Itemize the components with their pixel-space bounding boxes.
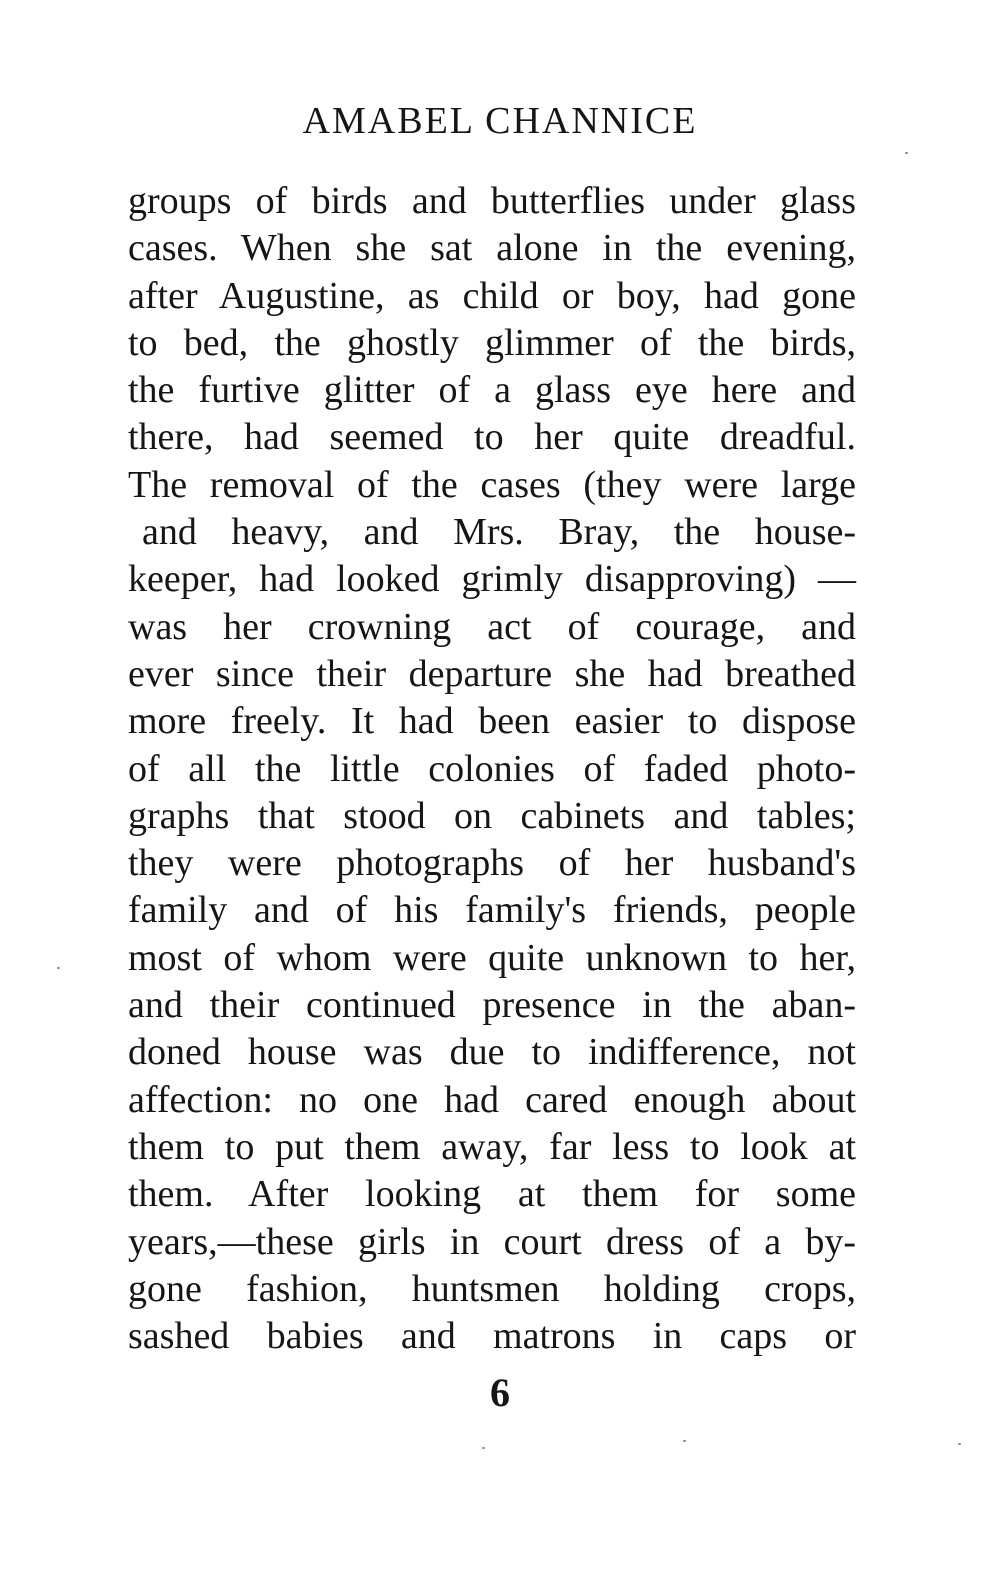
text-line: family and of his family's friends, people — [128, 889, 856, 932]
text-line: the furtive glitter of a glass eye here and — [128, 369, 856, 412]
text-line: cases. When she sat alone in the evening, — [128, 227, 856, 270]
paper-speck — [57, 967, 60, 969]
paper-speck — [958, 1443, 961, 1445]
text-line: The removal of the cases (they were large — [128, 463, 856, 506]
text-line: keeper, had looked grimly disapproving) — — [128, 558, 856, 601]
text-line: years,—these girls in court dress of a by- — [128, 1220, 856, 1263]
body-text — [128, 178, 856, 1360]
text-line: and their continued presence in the aban- — [128, 984, 856, 1027]
text-line: ever since their departure she had breathed — [128, 652, 856, 695]
text-line: gone fashion, huntsmen holding crops, — [128, 1267, 856, 1310]
text-line: was her crowning act of courage, and — [128, 605, 856, 648]
text-line: and heavy, and Mrs. Bray, the house- — [142, 511, 856, 554]
text-line: most of whom were quite unknown to her, — [128, 936, 856, 979]
text-line: doned house was due to indifference, not — [128, 1031, 856, 1074]
text-line: sashed babies and matrons in caps or — [128, 1315, 856, 1358]
text-line: after Augustine, as child or boy, had gone — [128, 274, 856, 317]
text-line: groups of birds and butterflies under glass — [128, 180, 856, 222]
running-head: AMABEL CHANNICE — [302, 100, 698, 142]
text-line: affection: no one had cared enough about — [128, 1078, 856, 1121]
text-line: them. After looking at them for some — [128, 1173, 856, 1216]
text-line: graphs that stood on cabinets and tables; — [128, 794, 856, 837]
paper-speck — [683, 1440, 686, 1442]
text-line: of all the little colonies of faded photo- — [128, 747, 856, 790]
text-line: more freely. It had been easier to dispose — [128, 700, 856, 743]
text-line: them to put them away, far less to look at — [128, 1125, 856, 1168]
text-line: to bed, the ghostly glimmer of the birds, — [128, 321, 856, 364]
paper-speck — [905, 152, 908, 154]
text-line: there, had seemed to her quite dreadful. — [128, 416, 856, 459]
paper-speck — [482, 1447, 485, 1449]
text-line: they were photographs of her husband's — [128, 842, 856, 885]
page-number: 6 — [490, 1370, 510, 1415]
